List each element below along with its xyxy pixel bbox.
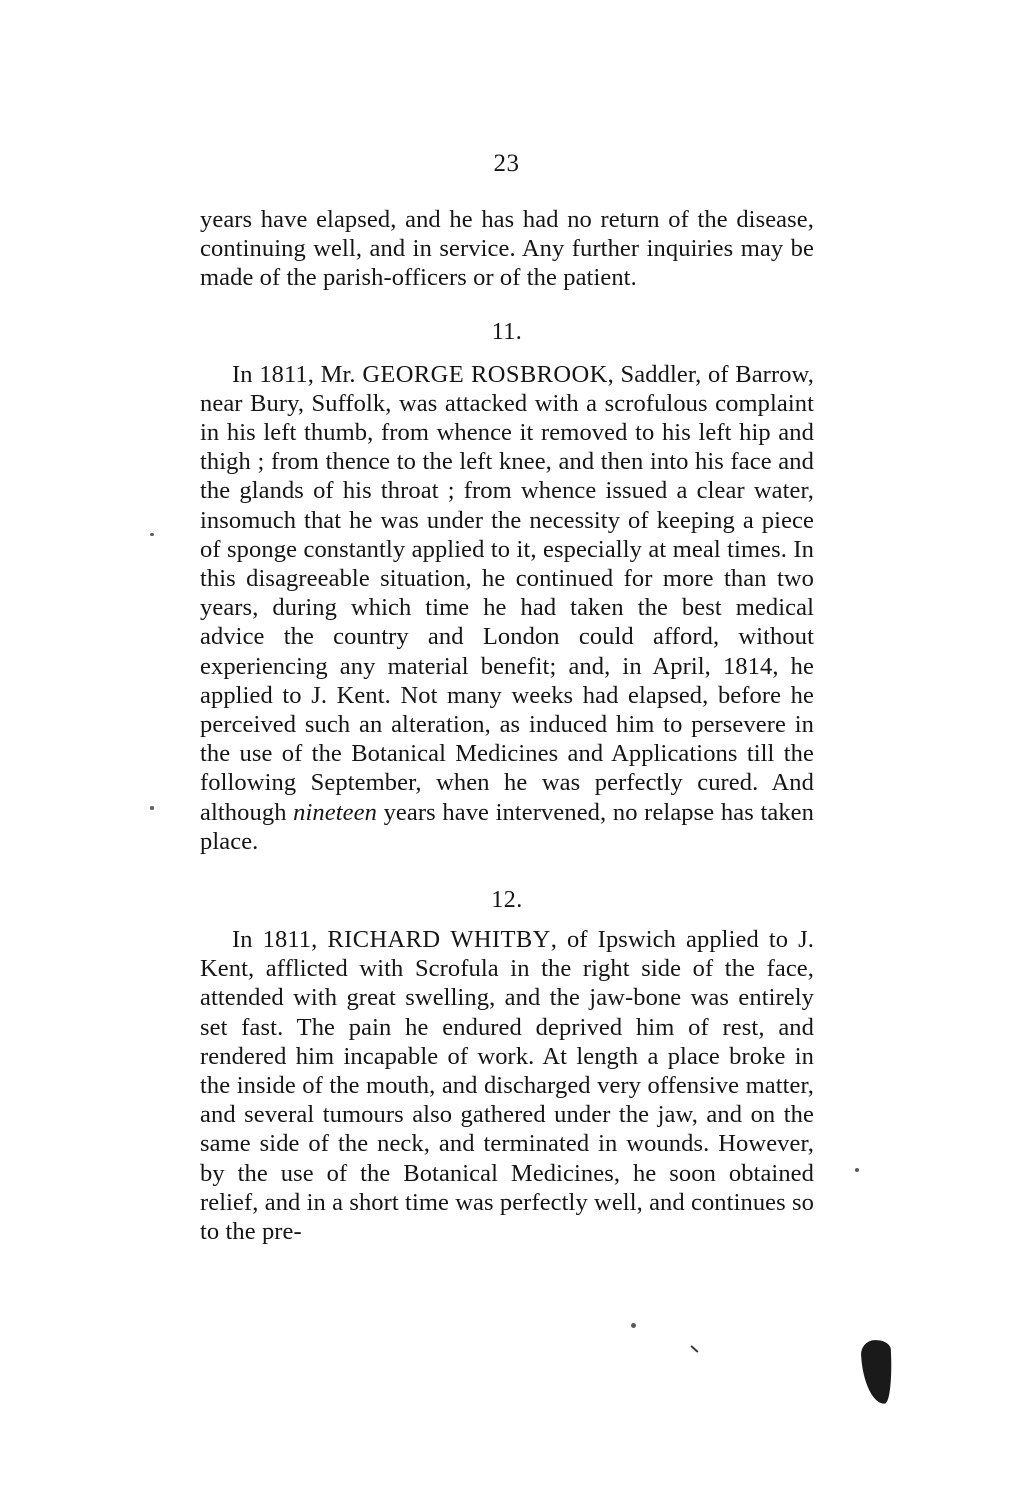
paragraph-case-12	[200, 925, 814, 1246]
page-speck	[150, 533, 154, 536]
paragraph-continued: years have elapsed, and he has had no return of the disease, continuing well, and in service. Any further inquiries may be made of the parish-officers or of the patient.	[200, 206, 814, 292]
case-11-body-part1: , Saddler, of Barrow, near Bury, Suffolk, was attacked with a scrofulous complaint in his left thumb, from whence it removed to his left hip and thigh ; from thence to the left knee, and then into his face and the glands of his throat ; from whence issued a clear water, insomuch that he was under the necessity of keeping a piece of sponge constantly applied to it, especially at meal times. In this disagreeable situation, he continued for more than two years, during which time he had taken the best medical advice the country and London could afford, without experiencing any material benefit; and, in April, 1814, he applied to J. Kent. Not many weeks had elapsed, before he perceived such an alteration, as induced him to persevere in the use of the Botanical Medicines and Applications till the following September, when he was perfectly cured. And although	[200, 360, 814, 826]
page-speck	[855, 1168, 859, 1172]
section-number-11: 11.	[491, 318, 523, 345]
page-speck	[150, 806, 154, 810]
paragraph-case-11	[200, 360, 814, 856]
page-speck	[631, 1323, 636, 1328]
ink-tick-mark	[690, 1345, 698, 1353]
case-11-emphasis: nineteen	[293, 798, 377, 826]
ink-smudge-mark	[860, 1339, 893, 1404]
case-12-person-name: RICHARD WHITBY	[327, 926, 551, 954]
case-11-lead: In 1811, Mr.	[232, 360, 363, 388]
case-12-lead: In 1811,	[232, 926, 328, 954]
text-column	[200, 205, 814, 1246]
page-number: 23	[493, 150, 520, 177]
section-number-12: 12.	[491, 887, 523, 914]
case-12-body-part1: , of Ipswich applied to J. Kent, afflicted with Scrofula in the right side of the face, attended with great swelling, and the jaw-bone was entirely set fast. The pain he endured deprived him of rest, and rendered him incapable of work. At length a place broke in the inside of the mouth, and discharged very offensive matter, and several tumours also gathered under the jaw, and on the same side of the neck, and terminated in wounds. However, by the use of the Botanical Medicines, he soon obtained relief, and in a short time was perfectly well, and continues so to the pre-	[200, 926, 815, 1246]
case-11-body-part2: years have intervened, no relapse has taken place.	[200, 798, 814, 855]
case-11-person-name: GEORGE ROSBROOK	[362, 360, 608, 388]
